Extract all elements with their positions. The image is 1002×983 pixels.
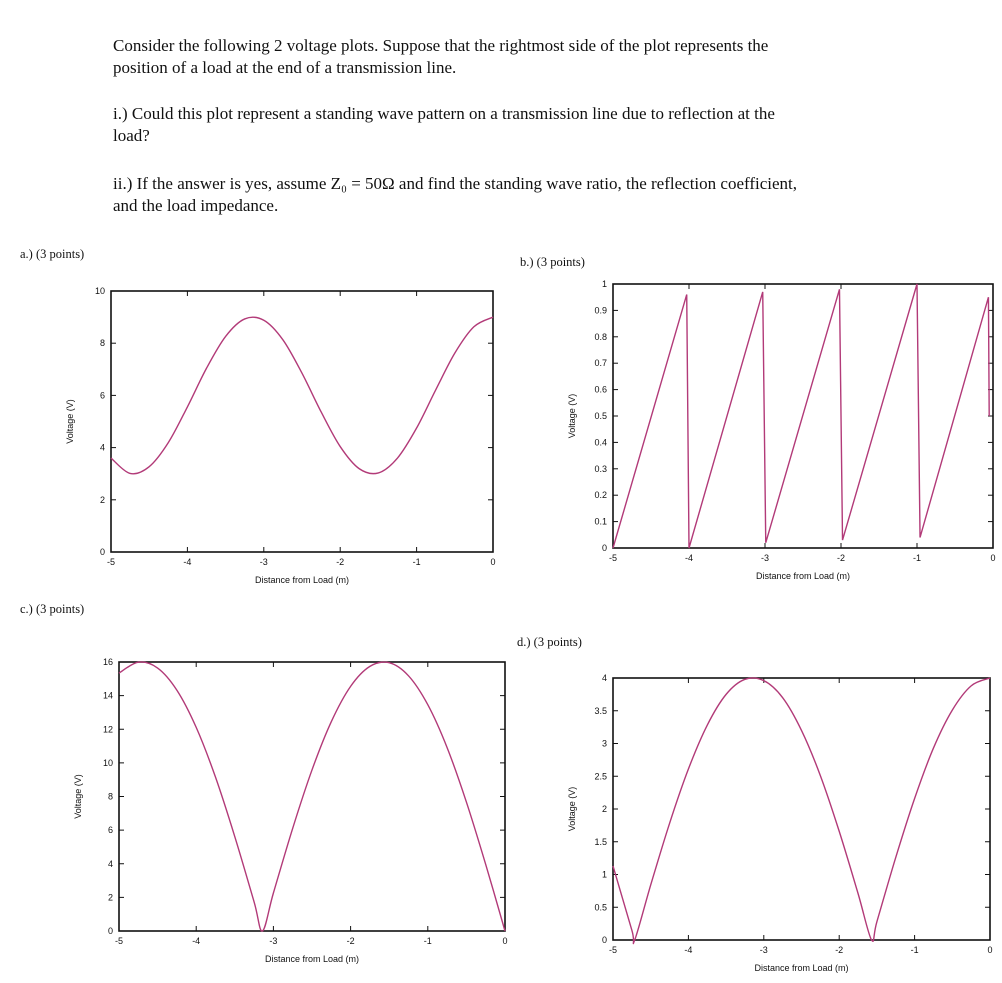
x-tick-label: -5 — [114, 936, 124, 946]
chart-c — [73, 657, 508, 964]
x-tick-label: -3 — [259, 557, 268, 567]
y-tick-label: 3.5 — [594, 705, 607, 716]
x-tick-label: -1 — [412, 557, 421, 567]
y-tick-label: 2.5 — [594, 771, 607, 782]
question-line: and the load impedance. — [113, 196, 279, 215]
y-tick-label: 2 — [107, 892, 113, 903]
chart-b — [567, 279, 996, 581]
y-tick-label: 0 — [601, 935, 607, 945]
voltage-series-line — [111, 317, 493, 474]
y-tick-label: 10 — [102, 757, 113, 768]
x-tick-label: -3 — [269, 936, 278, 946]
x-tick-label: -5 — [106, 557, 116, 567]
question-line: position of a load at the end of a transmission line. — [113, 58, 457, 77]
x-tick-label: -1 — [912, 553, 922, 563]
x-tick-label: -2 — [346, 936, 355, 946]
voltage-series-line — [613, 284, 989, 548]
chart-a — [65, 286, 496, 585]
y-tick-label: 4 — [601, 673, 607, 683]
x-tick-label: -2 — [336, 557, 345, 567]
y-tick-label: 0.6 — [594, 384, 607, 395]
y-tick-label: 0.1 — [594, 516, 607, 527]
question-line: Consider the following 2 voltage plots. Suppose that the rightmost side of the plot represents the — [113, 36, 769, 55]
y-tick-label: 1 — [601, 279, 607, 289]
y-tick-label: 12 — [102, 724, 113, 735]
x-tick-label: 0 — [502, 936, 508, 946]
chart-d — [567, 673, 993, 973]
y-tick-label: 2 — [601, 804, 607, 814]
y-tick-label: 2 — [99, 494, 105, 505]
x-tick-label: 0 — [990, 553, 996, 563]
y-tick-label: 14 — [102, 690, 113, 701]
x-tick-label: -5 — [608, 945, 618, 955]
y-tick-label: 8 — [99, 338, 105, 349]
x-tick-label: -3 — [760, 553, 770, 563]
x-axis-label: Distance from Load (m) — [754, 963, 849, 973]
x-tick-label: -3 — [759, 945, 768, 955]
x-tick-label: -1 — [910, 945, 919, 955]
y-tick-label: 3 — [601, 738, 607, 749]
voltage-series-line — [119, 662, 505, 931]
plot-frame — [119, 662, 505, 931]
y-axis-label: Voltage (V) — [73, 774, 83, 819]
y-tick-label: 0.5 — [594, 902, 607, 913]
x-tick-label: -4 — [183, 557, 192, 567]
x-tick-label: -5 — [608, 553, 618, 563]
y-tick-label: 4 — [99, 442, 105, 453]
y-axis-label: Voltage (V) — [567, 393, 577, 439]
x-tick-label: -2 — [835, 945, 844, 955]
x-tick-label: -4 — [684, 945, 693, 955]
x-axis-label: Distance from Load (m) — [755, 571, 851, 581]
y-tick-label: 1 — [601, 869, 607, 880]
x-tick-label: -2 — [836, 553, 846, 563]
plot-frame — [111, 291, 493, 552]
question-line: load? — [113, 126, 150, 145]
x-tick-label: -4 — [684, 553, 694, 563]
y-tick-label: 0.5 — [594, 411, 607, 421]
plot-a-label: a.) (3 points) — [20, 247, 85, 261]
y-tick-label: 0.8 — [594, 331, 607, 342]
y-tick-label: 0.9 — [594, 305, 607, 316]
x-tick-label: -1 — [423, 936, 432, 946]
y-tick-label: 0.7 — [594, 358, 607, 369]
voltage-series-line — [613, 678, 990, 944]
x-tick-label: 0 — [987, 945, 993, 955]
question-line: ii.) If the answer is yes, assume Z₀ = 50Ω and find the standing wave ratio, the reflection coefficient, — [113, 174, 798, 193]
x-tick-label: 0 — [490, 557, 496, 567]
x-tick-label: -4 — [192, 936, 201, 946]
y-tick-label: 1.5 — [594, 836, 607, 847]
question-line: i.) Could this plot represent a standing wave pattern on a transmission line due to reflection at the — [113, 104, 775, 123]
plot-frame — [613, 678, 990, 940]
y-tick-label: 8 — [107, 791, 113, 802]
plot-b-label: b.) (3 points) — [520, 255, 585, 269]
y-tick-label: 16 — [102, 657, 113, 667]
y-tick-label: 0 — [107, 926, 113, 936]
y-tick-label: 0 — [99, 547, 105, 557]
y-axis-label: Voltage (V) — [65, 399, 75, 444]
x-axis-label: Distance from Load (m) — [254, 575, 350, 585]
y-tick-label: 10 — [94, 286, 105, 296]
y-tick-label: 0.4 — [594, 437, 607, 448]
plot-d-label: d.) (3 points) — [517, 635, 582, 649]
y-tick-label: 0.3 — [594, 463, 607, 474]
y-tick-label: 6 — [99, 390, 105, 401]
y-tick-label: 4 — [107, 858, 113, 869]
y-tick-label: 0 — [601, 543, 607, 553]
x-axis-label: Distance from Load (m) — [264, 954, 360, 964]
y-axis-label: Voltage (V) — [567, 786, 577, 832]
y-tick-label: 6 — [107, 825, 113, 836]
y-tick-label: 0.2 — [594, 490, 607, 501]
plot-c-label: c.) (3 points) — [20, 602, 85, 616]
